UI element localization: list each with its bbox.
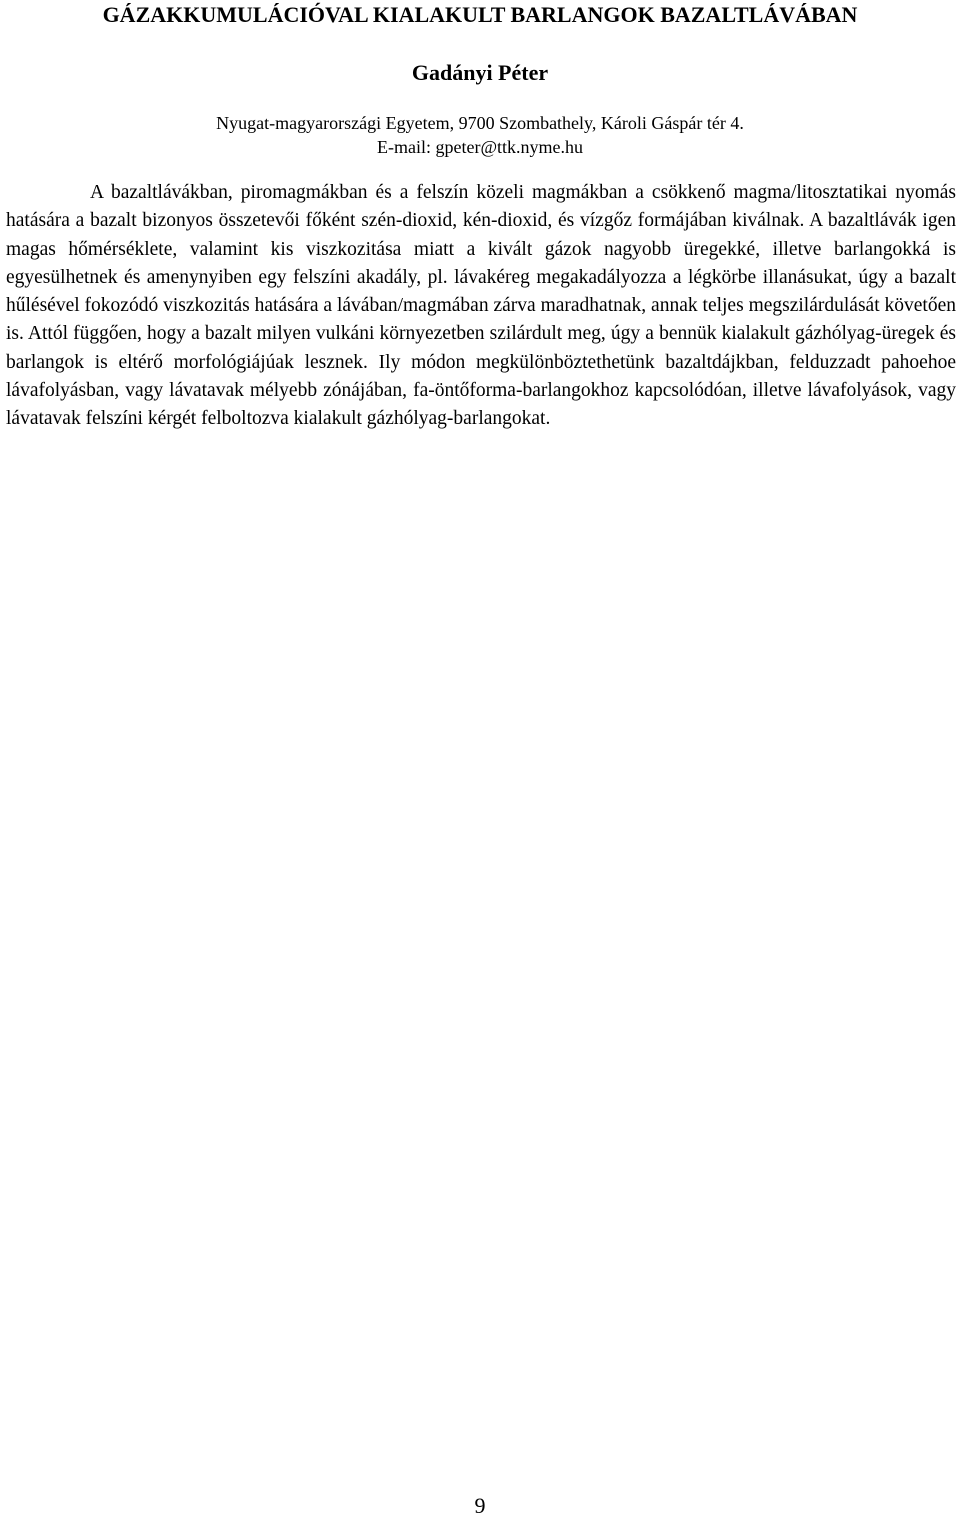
- author-email: E-mail: gpeter@ttk.nyme.hu: [376, 137, 584, 157]
- abstract-paragraph: A bazaltlávákban, piromagmákban és a felszín közeli magmákban a csökkenő magma/litosztatikai nyomás hatására a bazalt bizonyos összetevői főként szén-dioxid, kén-dioxid, és vízgőz formájában kiválnak. A bazaltlávák igen magas hőmérséklete, valamint kis viszkozitása miatt a kivált gázok nagyobb üregekké, illetve barlangokká is egyesülhetnek és amenynyiben egy felszíni akadály, pl. lávakéreg megakadályozza a légkörbe illanásukat, úgy a bazalt hűlésével fokozódó viszkozitás hatására a lávában/magmában zárva maradhatnak, annak teljes megszilárdulását követően is. Attól függően, hogy a bazalt milyen vulkáni környezetben szilárdult meg, úgy a bennük kialakult gázhólyag-üregek és barlangok is eltérő morfológiájúak lesznek. Ily módon megkülönböztethetünk bazaltdájkban, felduzzadt pahoehoe lávafolyásban, vagy lávatavak mélyebb zónájában, fa-öntőforma-barlangokhoz kapcsolódóan, illetve lávafolyások, vagy lávatavak felszíni kérgét felboltozva kialakult gázhólyag-barlangokat.: [6, 182, 956, 430]
- author-affiliation: Nyugat-magyarországi Egyetem, 9700 Szombathely, Károli Gáspár tér 4.: [216, 113, 744, 133]
- page-number: 9: [474, 1493, 486, 1518]
- author-name: Gadányi Péter: [411, 60, 549, 85]
- paper-title: GÁZAKKUMULÁCIÓVAL KIALAKULT BARLANGOK BAZALTLÁVÁBAN: [102, 2, 858, 27]
